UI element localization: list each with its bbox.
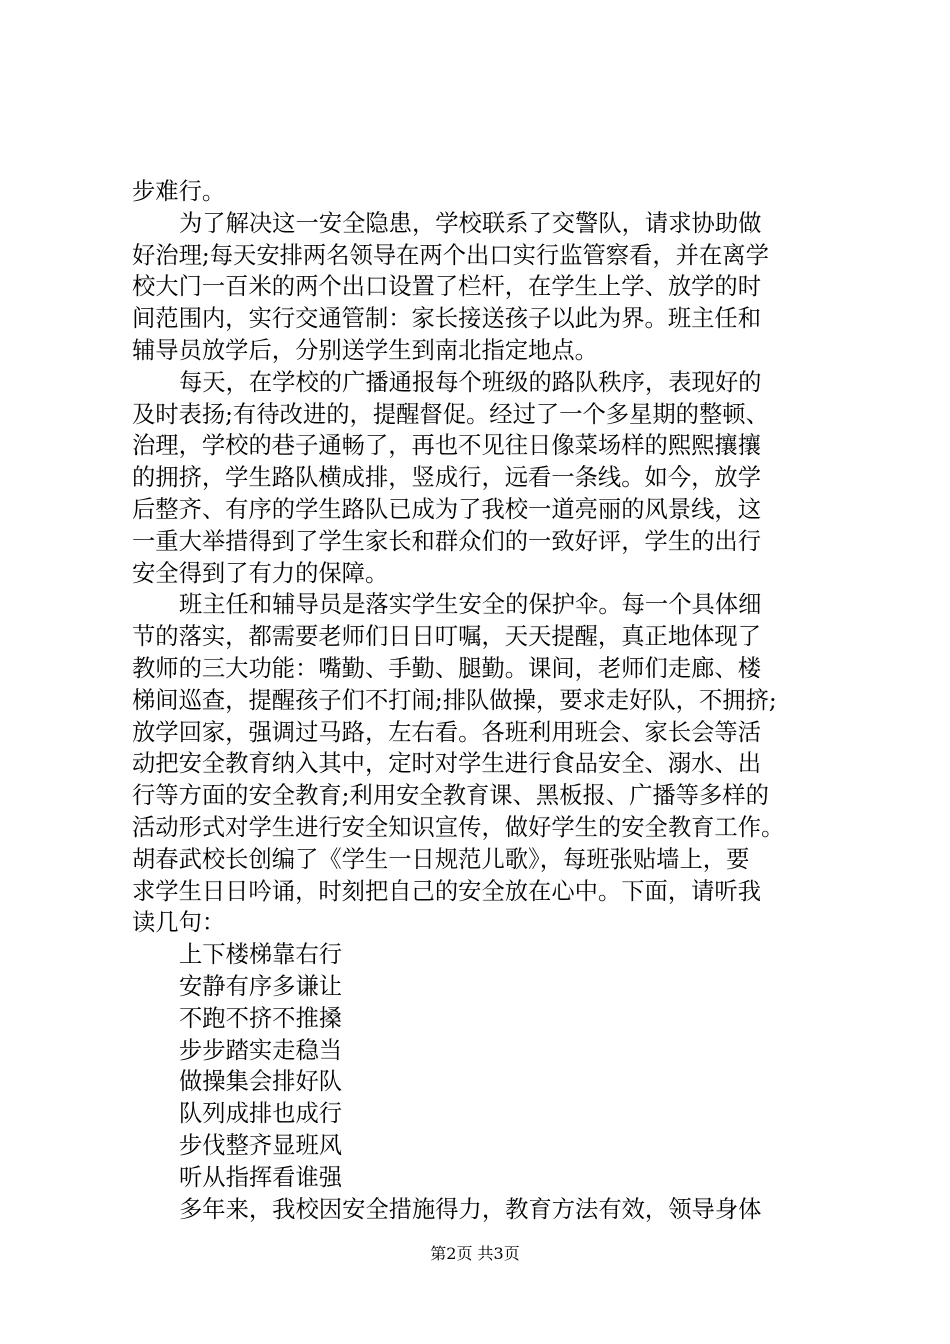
text-line: 的拥挤，学生路队横成排，竖成行，远看一条线。如今，放学 bbox=[132, 464, 762, 492]
text-line: 队列成排也成行 bbox=[179, 1100, 343, 1128]
text-line: 梯间巡查，提醒孩子们不打闹;排队做操，要求走好队，不拥挤; bbox=[132, 686, 777, 714]
text-line: 好治理;每天安排两名领导在两个出口实行监管察看，并在离学 bbox=[132, 241, 769, 269]
text-line: 校大门一百米的两个出口设置了栏杆，在学生上学、放学的时 bbox=[132, 273, 762, 301]
text-line: 求学生日日吟诵，时刻把自己的安全放在心中。下面，请听我 bbox=[132, 877, 762, 905]
text-line: 班主任和辅导员是落实学生安全的保护伞。每一个具体细 bbox=[179, 591, 762, 619]
text-line: 一重大举措得到了学生家长和群众们的一致好评，学生的出行 bbox=[132, 527, 762, 555]
text-line: 多年来，我校因安全措施得力，教育方法有效，领导身体 bbox=[179, 1195, 762, 1223]
text-line: 及时表扬;有待改进的，提醒督促。经过了一个多星期的整顿、 bbox=[132, 400, 769, 428]
text-line: 教师的三大功能：嘴勤、手勤、腿勤。课间，老师们走廊、楼 bbox=[132, 654, 762, 682]
text-line: 每天，在学校的广播通报每个班级的路队秩序，表现好的 bbox=[179, 368, 762, 396]
text-line: 节的落实，都需要老师们日日叮嘱，天天提醒，真正地体现了 bbox=[132, 623, 762, 651]
text-line: 上下楼梯靠右行 bbox=[179, 941, 343, 969]
text-line: 间范围内，实行交通管制：家长接送孩子以此为界。班主任和 bbox=[132, 305, 762, 333]
text-line: 为了解决这一安全隐患，学校联系了交警队，请求协助做 bbox=[179, 209, 762, 237]
text-line: 动把安全教育纳入其中，定时对学生进行食品安全、溺水、出 bbox=[132, 750, 762, 778]
text-line: 步伐整齐显班风 bbox=[179, 1131, 343, 1159]
text-line: 安静有序多谦让 bbox=[179, 972, 343, 1000]
text-line: 活动形式对学生进行安全知识宣传，做好学生的安全教育工作。 bbox=[132, 813, 785, 841]
text-line: 安全得到了有力的保障。 bbox=[132, 559, 389, 587]
text-line: 胡春武校长创编了《学生一日规范儿歌》，每班张贴墙上，要 bbox=[132, 845, 750, 873]
text-line: 行等方面的安全教育;利用安全教育课、黑板报、广播等多样的 bbox=[132, 782, 769, 810]
text-line: 放学回家，强调过马路，左右看。各班利用班会、家长会等活 bbox=[132, 718, 762, 746]
text-line: 读几句： bbox=[132, 909, 226, 937]
text-line: 治理，学校的巷子通畅了，再也不见往日像菜场样的熙熙攘攘 bbox=[132, 432, 762, 460]
page-footer: 第2页 共3页 bbox=[430, 1244, 520, 1263]
text-line: 步步踏实走稳当 bbox=[179, 1036, 343, 1064]
text-line: 后整齐、有序的学生路队已成为了我校一道亮丽的风景线，这 bbox=[132, 495, 762, 523]
text-line: 不跑不挤不推搡 bbox=[179, 1004, 343, 1032]
text-line: 辅导员放学后，分别送学生到南北指定地点。 bbox=[132, 336, 598, 364]
body-text bbox=[132, 176, 832, 1225]
text-line: 步难行。 bbox=[132, 178, 226, 205]
text-line: 做操集会排好队 bbox=[179, 1068, 343, 1096]
text-line: 听从指挥看谁强 bbox=[179, 1163, 343, 1191]
